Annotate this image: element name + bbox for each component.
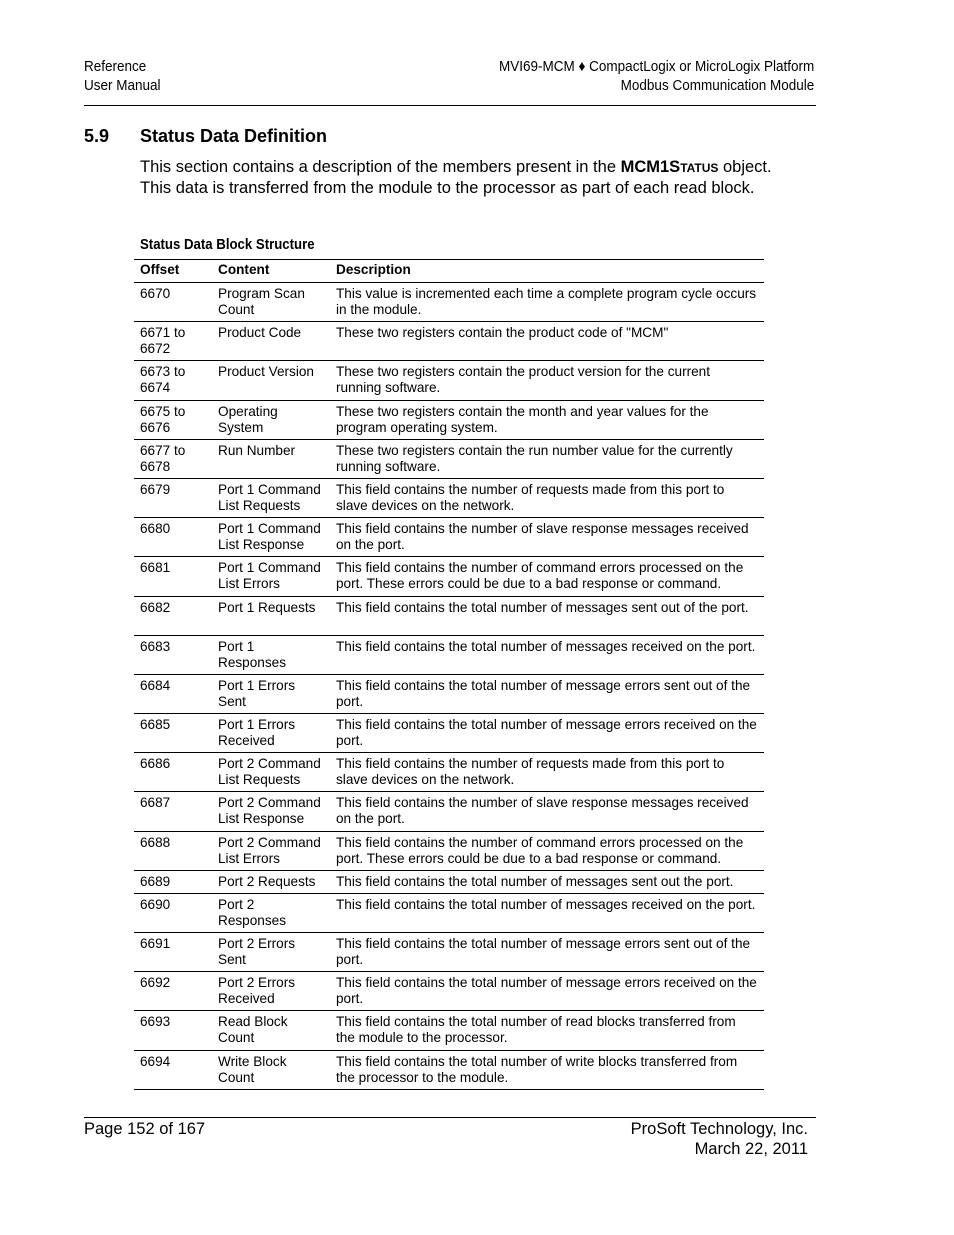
table-row xyxy=(134,972,764,1011)
description-cell: This field contains the total number of message errors sent out of the port. xyxy=(330,933,764,972)
description-cell: This field contains the total number of message errors sent out of the port. xyxy=(330,674,764,713)
content-cell: Port 2 Command List Errors xyxy=(212,831,330,870)
content-cell: Product Version xyxy=(212,361,330,400)
description-cell: These two registers contain the month and year values for the program operating system. xyxy=(330,400,764,439)
content-cell: Program Scan Count xyxy=(212,283,330,322)
content-cell: Operating System xyxy=(212,400,330,439)
intro-paragraph xyxy=(140,158,780,198)
table-row xyxy=(134,933,764,972)
offset-cell: 6681 xyxy=(134,557,212,596)
section-number: 5.9 xyxy=(84,126,110,146)
offset-cell: 6680 xyxy=(134,518,212,557)
header-divider xyxy=(84,105,816,106)
content-cell: Port 1 Command List Errors xyxy=(212,557,330,596)
page-footer-right xyxy=(631,1120,808,1159)
offset-cell: 6675 to 6676 xyxy=(134,400,212,439)
offset-cell: 6693 xyxy=(134,1011,212,1050)
offset-cell: 6671 to 6672 xyxy=(134,322,212,361)
description-cell: This field contains the total number of messages received on the port. xyxy=(330,893,764,932)
offset-cell: 6684 xyxy=(134,674,212,713)
description-cell: This value is incremented each time a complete program cycle occurs in the module. xyxy=(330,283,764,322)
content-cell: Port 1 Command List Response xyxy=(212,518,330,557)
offset-cell: 6692 xyxy=(134,972,212,1011)
table-row xyxy=(134,870,764,893)
content-cell: Port 1 Errors Sent xyxy=(212,674,330,713)
column-header-content: Content xyxy=(212,260,330,283)
table-row xyxy=(134,322,764,361)
section-title: Status Data Definition xyxy=(140,126,328,146)
publish-date: March 22, 2011 xyxy=(694,1139,808,1158)
offset-cell: 6687 xyxy=(134,792,212,831)
table-row xyxy=(134,635,764,674)
intro-text-start: This section contains a description of the members present in the xyxy=(140,158,621,176)
description-cell: This field contains the number of command errors processed on the port. These errors could be due to a bad response or command. xyxy=(330,557,764,596)
header-module-name: Modbus Communication Module xyxy=(620,77,814,94)
content-cell: Port 1 Errors Received xyxy=(212,714,330,753)
content-cell: Port 1 Command List Requests xyxy=(212,478,330,517)
offset-cell: 6686 xyxy=(134,753,212,792)
header-section-name: Reference xyxy=(84,58,147,75)
offset-cell: 6683 xyxy=(134,635,212,674)
description-cell: This field contains the total number of message errors received on the port. xyxy=(330,972,764,1011)
content-cell: Port 2 Responses xyxy=(212,893,330,932)
content-cell: Product Code xyxy=(212,322,330,361)
table-row xyxy=(134,518,764,557)
table-caption: Status Data Block Structure xyxy=(140,236,315,253)
offset-cell: 6688 xyxy=(134,831,212,870)
offset-cell: 6689 xyxy=(134,870,212,893)
description-cell: This field contains the total number of messages sent out of the port. xyxy=(330,596,764,635)
description-cell: This field contains the total number of read blocks transferred from the module to the processor. xyxy=(330,1011,764,1050)
table-row xyxy=(134,831,764,870)
intro-text-end: object. This data is transferred from the module to the processor as part of each read block. xyxy=(140,158,772,197)
offset-cell: 6670 xyxy=(134,283,212,322)
column-header-description: Description xyxy=(330,260,764,283)
description-cell: This field contains the number of requests made from this port to slave devices on the network. xyxy=(330,478,764,517)
description-cell: These two registers contain the product code of "MCM" xyxy=(330,322,764,361)
offset-cell: 6677 to 6678 xyxy=(134,439,212,478)
table-row xyxy=(134,674,764,713)
table-row xyxy=(134,1050,764,1089)
table-body xyxy=(134,283,764,1090)
table-row xyxy=(134,714,764,753)
page-header-left xyxy=(84,57,161,95)
footer-divider xyxy=(84,1117,816,1118)
content-cell: Port 2 Errors Sent xyxy=(212,933,330,972)
table-row xyxy=(134,596,764,635)
content-cell: Port 2 Requests xyxy=(212,870,330,893)
table-row xyxy=(134,893,764,932)
column-header-offset: Offset xyxy=(134,260,212,283)
description-cell: This field contains the total number of messages received on the port. xyxy=(330,635,764,674)
description-cell: This field contains the total number of messages sent out the port. xyxy=(330,870,764,893)
table-row xyxy=(134,753,764,792)
description-cell: This field contains the number of slave response messages received on the port. xyxy=(330,518,764,557)
content-cell: Write Block Count xyxy=(212,1050,330,1089)
content-cell: Port 2 Command List Response xyxy=(212,792,330,831)
object-name-prefix: MCM1S xyxy=(620,158,681,176)
description-cell: This field contains the number of requests made from this port to slave devices on the network. xyxy=(330,753,764,792)
header-product-name: MVI69-MCM ♦ CompactLogix or MicroLogix Platform xyxy=(498,58,814,75)
offset-cell: 6690 xyxy=(134,893,212,932)
content-cell: Port 2 Command List Requests xyxy=(212,753,330,792)
table-row xyxy=(134,400,764,439)
offset-cell: 6673 to 6674 xyxy=(134,361,212,400)
status-data-table xyxy=(134,259,764,1090)
offset-cell: 6682 xyxy=(134,596,212,635)
object-name xyxy=(621,158,719,176)
description-cell: These two registers contain the run number value for the currently running software. xyxy=(330,439,764,478)
company-name: ProSoft Technology, Inc. xyxy=(630,1120,808,1138)
description-cell: These two registers contain the product version for the current running software. xyxy=(330,361,764,400)
description-cell: This field contains the number of command errors processed on the port. These errors could be due to a bad response or command. xyxy=(330,831,764,870)
table-row xyxy=(134,1011,764,1050)
description-cell: This field contains the total number of message errors received on the port. xyxy=(330,714,764,753)
header-manual-name: User Manual xyxy=(84,77,161,94)
page-header-right xyxy=(499,57,814,95)
offset-cell: 6691 xyxy=(134,933,212,972)
description-cell: This field contains the total number of write blocks transferred from the processor to the module. xyxy=(330,1050,764,1089)
offset-cell: 6685 xyxy=(134,714,212,753)
table-row xyxy=(134,439,764,478)
content-cell: Port 1 Requests xyxy=(212,596,330,635)
object-name-suffix: TATUS xyxy=(680,161,719,175)
content-cell: Read Block Count xyxy=(212,1011,330,1050)
table-row xyxy=(134,283,764,322)
offset-cell: 6694 xyxy=(134,1050,212,1089)
table-row xyxy=(134,792,764,831)
table-row xyxy=(134,478,764,517)
table-header-row xyxy=(134,260,764,283)
content-cell: Port 2 Errors Received xyxy=(212,972,330,1011)
description-cell: This field contains the number of slave response messages received on the port. xyxy=(330,792,764,831)
page-number: Page 152 of 167 xyxy=(84,1120,206,1138)
table-row xyxy=(134,557,764,596)
content-cell: Port 1 Responses xyxy=(212,635,330,674)
table-row xyxy=(134,361,764,400)
offset-cell: 6679 xyxy=(134,478,212,517)
content-cell: Run Number xyxy=(212,439,330,478)
